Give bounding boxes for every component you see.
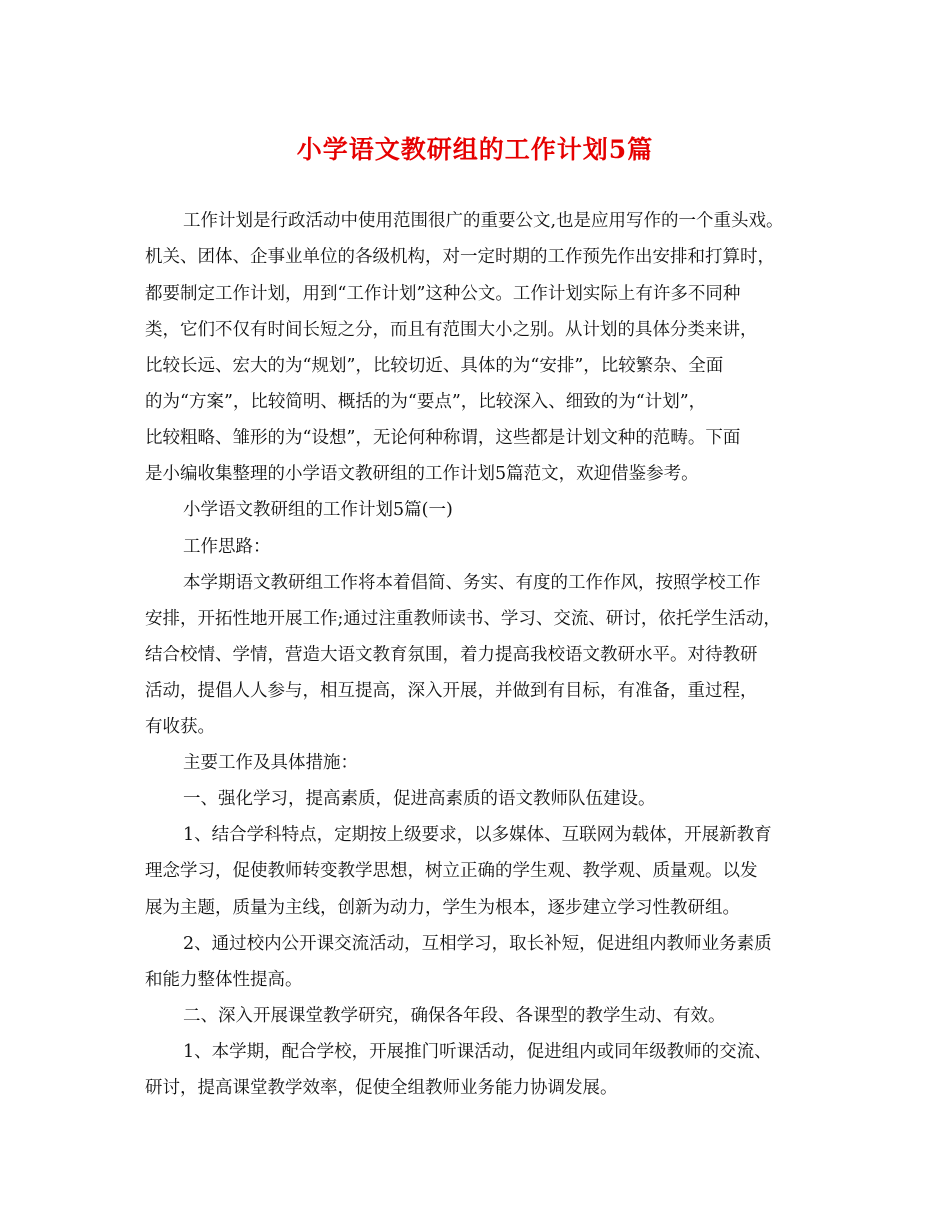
section-heading: 小学语文教研组的工作计划5篇(一) (183, 500, 453, 520)
section-heading: 工作思路： (183, 537, 271, 557)
paragraph-line: 是小编收集整理的小学语文教研组的工作计划5篇范文，欢迎借鉴参考。 (145, 464, 699, 484)
paragraph-line: 工作计划是行政活动中使用范围很广的重要公文,也是应用写作的一个重头戏。 (183, 211, 784, 231)
paragraph-line: 理念学习，促使教师转变教学思想，树立正确的学生观、教学观、质量观。以发 (145, 861, 758, 881)
paragraph-line: 1、本学期，配合学校，开展推门听课活动，促进组内或同年级教师的交流、 (183, 1042, 772, 1062)
paragraph-line: 展为主题，质量为主线，创新为动力，学生为根本，逐步建立学习性教研组。 (145, 898, 740, 918)
paragraph-line: 2、通过校内公开课交流活动，互相学习，取长补短，促进组内教师业务素质 (183, 934, 772, 954)
paragraph-line: 的为“方案”，比较简明、概括的为“要点”，比较深入、细致的为“计划”， (145, 392, 707, 412)
paragraph-line: 机关、团体、企事业单位的各级机构，对一定时期的工作预先作出安排和打算时， (145, 247, 775, 267)
paragraph-line: 有收获。 (145, 717, 215, 737)
paragraph-line: 安排，开拓性地开展工作;通过注重教师读书、学习、交流、研讨，依托学生活动， (145, 609, 781, 629)
section-heading: 二、深入开展课堂教学研究，确保各年段、各课型的教学生动、有效。 (183, 1006, 726, 1026)
section-heading: 一、强化学习，提高素质，促进高素质的语文教师队伍建设。 (183, 789, 656, 809)
paragraph-line: 比较粗略、雏形的为“设想”，无论何种称谓，这些都是计划文种的范畴。下面 (145, 428, 741, 448)
section-heading: 主要工作及具体措施： (183, 753, 358, 773)
paragraph-line: 活动，提倡人人参与，相互提高，深入开展，并做到有目标，有准备，重过程， (145, 681, 758, 701)
paragraph-line: 研讨，提高课堂教学效率，促使全组教师业务能力协调发展。 (145, 1078, 618, 1098)
paragraph-line: 1、结合学科特点，定期按上级要求，以多媒体、互联网为载体，开展新教育 (183, 825, 772, 845)
paragraph-line: 类，它们不仅有时间长短之分，而且有范围大小之别。从计划的具体分类来讲， (145, 320, 758, 340)
document-title: 小学语文教研组的工作计划5篇 (296, 135, 654, 164)
paragraph-line: 结合校情、学情，营造大语文教育氛围，着力提高我校语文教研水平。对待教研 (145, 645, 758, 665)
paragraph-line: 都要制定工作计划，用到“工作计划”这种公文。工作计划实际上有许多不同种 (145, 284, 741, 304)
paragraph-line: 本学期语文教研组工作将本着倡简、务实、有度的工作作风，按照学校工作 (183, 573, 761, 593)
paragraph-line: 比较长远、宏大的为“规划”，比较切近、具体的为“安排”，比较繁杂、全面 (145, 356, 724, 376)
paragraph-line: 和能力整体性提高。 (145, 970, 303, 990)
